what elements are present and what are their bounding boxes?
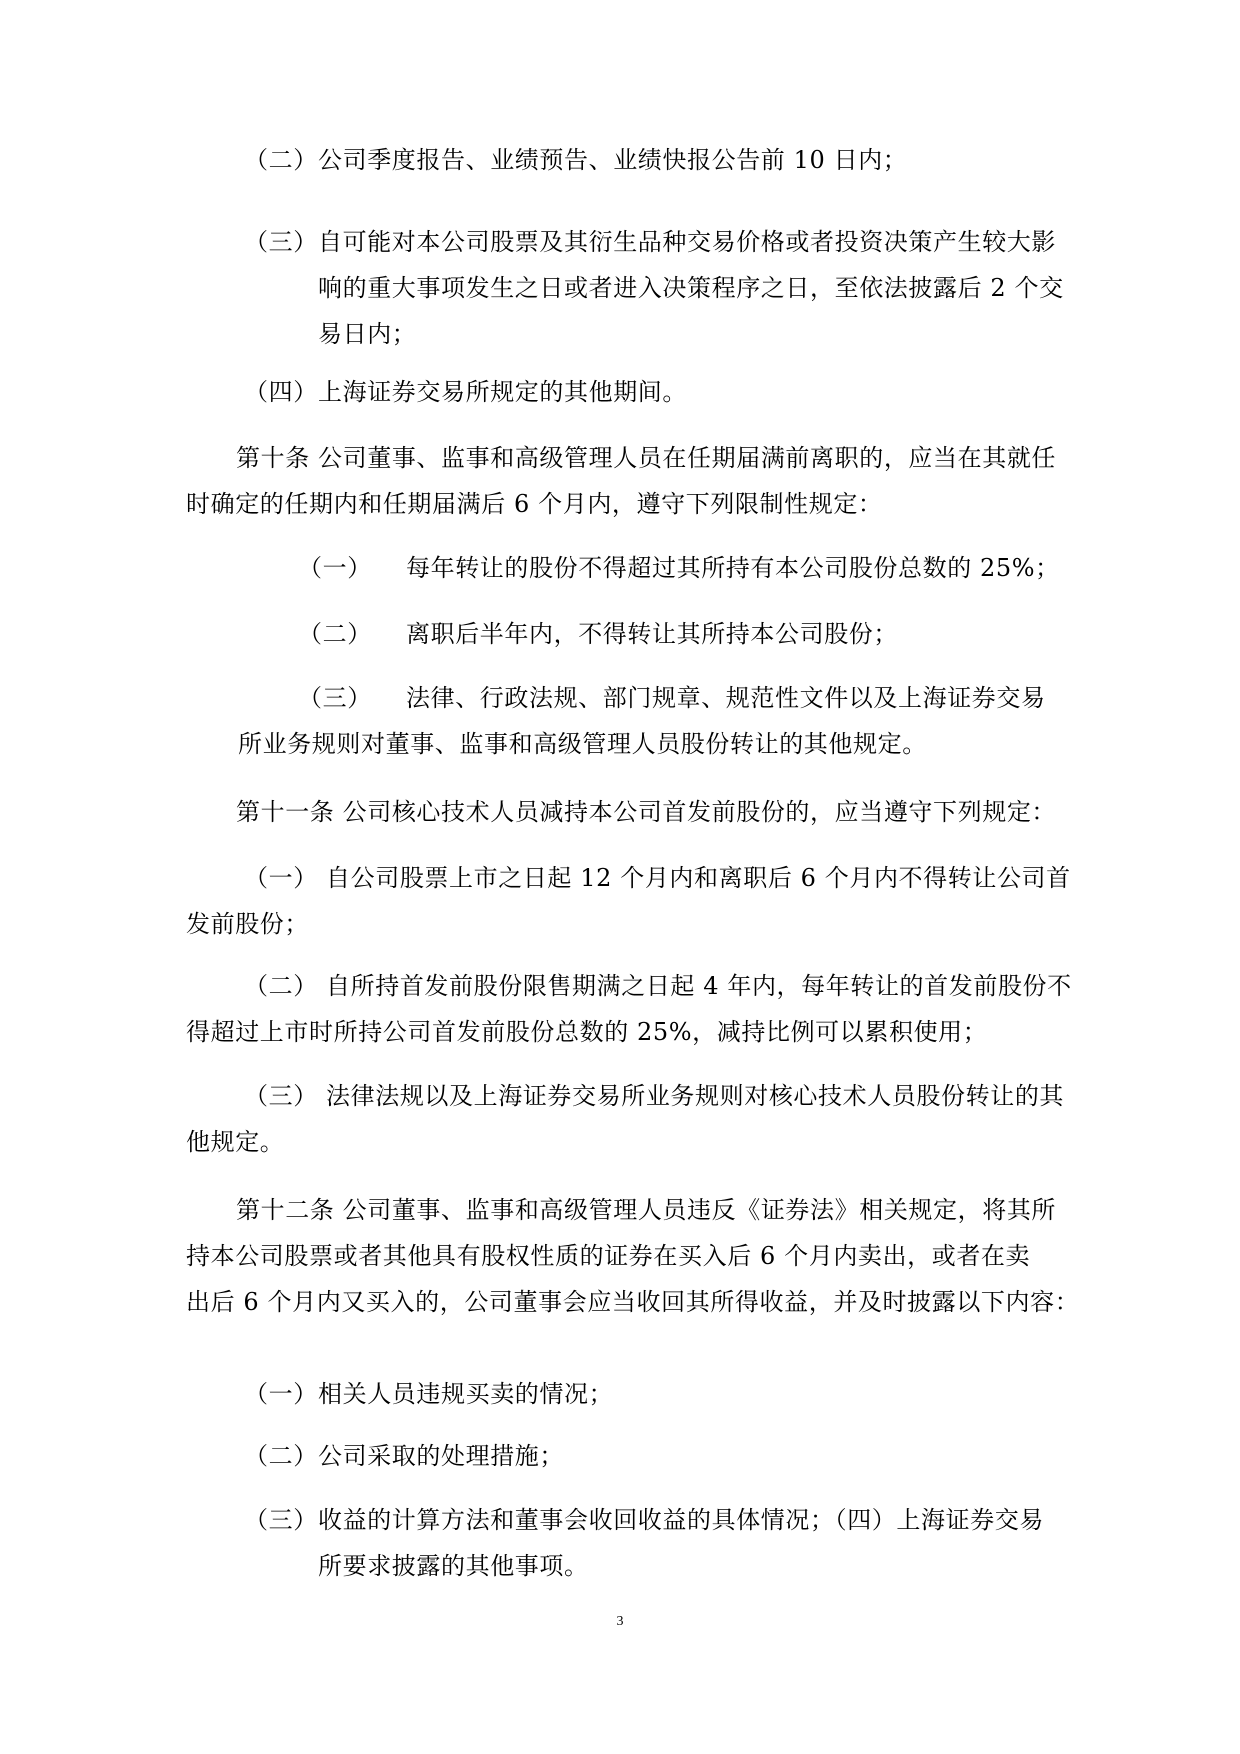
paragraph-line: 收益的计算方法和董事会收回收益的具体情况；（四）上海证券交易 [318, 1506, 1044, 1534]
article-line: 持本公司股票或者其他具有股权性质的证券在买入后 6 个月内卖出，或者在卖 [186, 1242, 1031, 1270]
article-line: 第十条 公司董事、监事和高级管理人员在任期届满前离职的，应当在其就任 [236, 444, 1057, 472]
paragraph-label: （二） [244, 146, 318, 174]
paragraph-text: 离职后半年内，不得转让其所持本公司股份； [406, 620, 898, 648]
paragraph-text: 法律、行政法规、部门规章、规范性文件以及上海证券交易 [406, 684, 1046, 712]
paragraph-text: 相关人员违规买卖的情况； [318, 1380, 614, 1408]
paragraph-line: 得超过上市时所持公司首发前股份总数的 25%，减持比例可以累积使用； [186, 1018, 988, 1046]
paragraph-line: 易日内； [318, 320, 417, 348]
paragraph-line: 所要求披露的其他事项。 [318, 1552, 589, 1580]
paragraph-line: 自可能对本公司股票及其衍生品种交易价格或者投资决策产生较大影 [318, 228, 1056, 256]
paragraph-label: （三） [298, 684, 372, 712]
paragraph-text: 公司季度报告、业绩预告、业绩快报公告前 10 日内； [318, 146, 908, 174]
paragraph-text: 公司采取的处理措施； [318, 1442, 564, 1470]
paragraph-line: （三） 法律法规以及上海证券交易所业务规则对核心技术人员股份转让的其 [244, 1082, 1065, 1110]
paragraph-label: （一） [244, 1380, 318, 1408]
paragraph-continuation: 所业务规则对董事、监事和高级管理人员股份转让的其他规定。 [238, 730, 927, 758]
paragraph-text: 上海证券交易所规定的其他期间。 [318, 378, 687, 406]
paragraph-label: （四） [244, 378, 318, 406]
paragraph-line: 他规定。 [186, 1128, 285, 1156]
article-line: 第十二条 公司董事、监事和高级管理人员违反《证券法》相关规定，将其所 [236, 1196, 1057, 1224]
article-line: 时确定的任期内和任期届满后 6 个月内，遵守下列限制性规定： [186, 490, 883, 518]
paragraph-label: （二） [298, 620, 372, 648]
paragraph-label: （三） [244, 228, 318, 256]
paragraph-line: （一） 自公司股票上市之日起 12 个月内和离职后 6 个月内不得转让公司首 [244, 864, 1071, 892]
paragraph-text: 每年转让的股份不得超过其所持有本公司股份总数的 25%； [406, 554, 1060, 582]
paragraph-line: 发前股份； [186, 910, 309, 938]
article-line: 出后 6 个月内又买入的，公司董事会应当收回其所得收益，并及时披露以下内容： [186, 1288, 1080, 1316]
paragraph-label: （一） [298, 554, 372, 582]
article-line: 第十一条 公司核心技术人员减持本公司首发前股份的，应当遵守下列规定： [236, 798, 1057, 826]
paragraph-label: （二） [244, 1442, 318, 1470]
paragraph-line: （二） 自所持首发前股份限售期满之日起 4 年内，每年转让的首发前股份不 [244, 972, 1072, 1000]
paragraph-line: 响的重大事项发生之日或者进入决策程序之日，至依法披露后 2 个交 [318, 274, 1064, 302]
page-number: 3 [616, 1614, 624, 1629]
paragraph-label: （三） [244, 1506, 318, 1534]
